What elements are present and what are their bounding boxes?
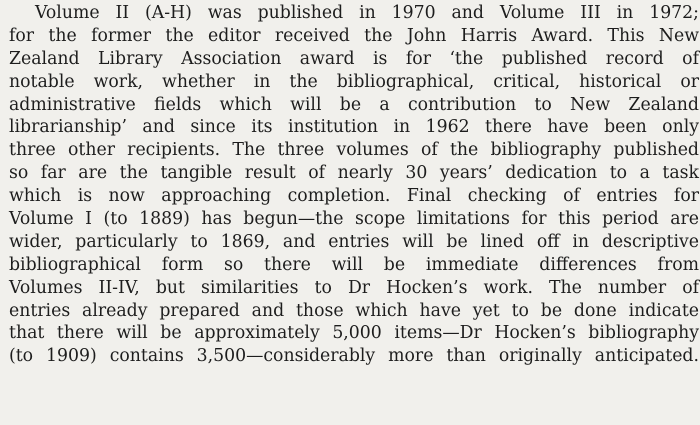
text-line-11: wider, particularly to 1869, and entries will be lined off in descriptive bbox=[9, 231, 699, 252]
text-line-1: Volume II (A-H) was published in 1970 and Volume III in 1972; bbox=[35, 3, 699, 23]
text-line-3: Zealand Library Association award is for ‘the published record of bbox=[9, 48, 699, 69]
text-line-9: which is now approaching completion. Final checking of entries for bbox=[9, 186, 699, 207]
body-paragraph bbox=[9, 2, 699, 368]
text-line-2: for the former the editor received the John Harris Award. This New bbox=[9, 25, 699, 46]
text-line-15: that there will be approximately 5,000 items—Dr Hocken’s bibliography bbox=[9, 323, 699, 344]
text-line-7: three other recipients. The three volumes of the bibliography published bbox=[9, 140, 699, 161]
text-line-4: notable work, whether in the bibliographical, critical, historical or bbox=[9, 71, 699, 92]
text-line-10: Volume I (to 1889) has begun—the scope limitations for this period are bbox=[9, 209, 699, 230]
text-line-5: administrative fields which will be a contribution to New Zealand bbox=[9, 94, 699, 115]
text-line-16: (to 1909) contains 3,500—considerably more than originally anticipated. bbox=[9, 346, 699, 367]
text-line-8: so far are the tangible result of nearly 30 years’ dedication to a task bbox=[9, 163, 699, 184]
text-line-14: entries already prepared and those which have yet to be done indicate bbox=[9, 300, 699, 321]
text-line-12: bibliographical form so there will be immediate differences from bbox=[9, 254, 699, 275]
text-line-6: librarianship’ and since its institution in 1962 there have been only bbox=[9, 117, 699, 138]
text-line-13: Volumes II-IV, but similarities to Dr Hocken’s work. The number of bbox=[9, 277, 699, 298]
